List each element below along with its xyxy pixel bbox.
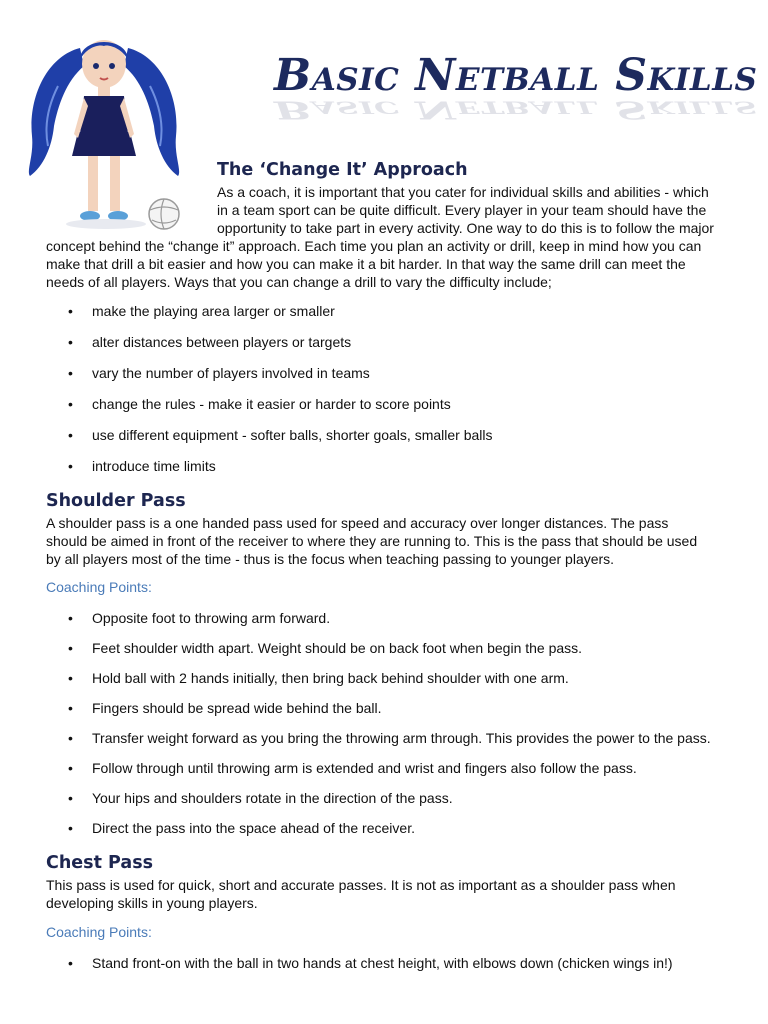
change-it-intro (217, 183, 714, 237)
paragraph-line: This pass is used for quick, short and accurate passes. It is not as important as a shoulder pass when (46, 877, 676, 893)
paragraph-line: by all players most of the time - thus is the focus when teaching passing to younger players. (46, 551, 615, 567)
section-heading-change-it: The ‘Change It’ Approach (217, 160, 468, 180)
shoulder-pass-list (46, 610, 711, 850)
list-item: • Stand front-on with the ball in two hands at chest height, with elbows down (chicken wings in!) (46, 955, 673, 985)
shoulder-pass-description (46, 514, 697, 568)
netball-icon (149, 199, 179, 229)
paragraph-line: should be aimed in front of the receiver to where they are running to. This is the pass that should be used (46, 533, 698, 549)
list-item: • make the playing area larger or smaller (46, 303, 493, 334)
list-item: • Follow through until throwing arm is extended and wrist and fingers also follow the pass. (46, 760, 711, 790)
list-item: • Direct the pass into the space ahead of the receiver. (46, 820, 711, 850)
section-heading-shoulder-pass: Shoulder Pass (46, 491, 186, 511)
list-item: • alter distances between players or targets (46, 334, 493, 365)
list-item: • use different equipment - softer balls, shorter goals, smaller balls (46, 427, 493, 458)
chest-pass-list (46, 955, 673, 985)
list-item: • Feet shoulder width apart. Weight should be on back foot when begin the pass. (46, 640, 711, 670)
coaching-points-label: Coaching Points: (46, 579, 152, 595)
paragraph-line: make that drill a bit easier and how you can make it a bit harder. In that way the same drill can meet the (46, 256, 686, 272)
list-item: • change the rules - make it easier or harder to score points (46, 396, 493, 427)
paragraph-line: needs of all players. Ways that you can change a drill to vary the difficulty include; (46, 274, 552, 290)
change-it-continued (46, 237, 701, 291)
page-title-reflection: Basic Netball Skills (274, 95, 758, 124)
page-title: Basic Netball Skills (274, 50, 758, 101)
paragraph-line: concept behind the “change it” approach. Each time you plan an activity or drill, keep in mind how you can (46, 238, 702, 254)
netball-player-illustration (18, 26, 190, 236)
section-heading-chest-pass: Chest Pass (46, 853, 154, 873)
coaching-points-label: Coaching Points: (46, 924, 152, 940)
change-it-list (46, 303, 493, 489)
paragraph-line: A shoulder pass is a one handed pass used for speed and accuracy over longer distances. The pass (46, 515, 669, 531)
chest-pass-description (46, 876, 676, 912)
paragraph-line: opportunity to take part in every activity. One way to do this is to follow the major (217, 220, 714, 236)
title-block (274, 50, 758, 150)
paragraph-line: As a coach, it is important that you cater for individual skills and abilities - which (217, 184, 709, 200)
paragraph-line: developing skills in young players. (46, 895, 258, 911)
list-item: • Hold ball with 2 hands initially, then bring back behind shoulder with one arm. (46, 670, 711, 700)
list-item: • vary the number of players involved in teams (46, 365, 493, 396)
list-item: • Opposite foot to throwing arm forward. (46, 610, 711, 640)
list-item: • Fingers should be spread wide behind the ball. (46, 700, 711, 730)
list-item: • Transfer weight forward as you bring the throwing arm through. This provides the power to the pass. (46, 730, 711, 760)
list-item: • introduce time limits (46, 458, 493, 489)
paragraph-line: in a team sport can be quite difficult. Every player in your team should have the (217, 202, 707, 218)
list-item: • Your hips and shoulders rotate in the direction of the pass. (46, 790, 711, 820)
